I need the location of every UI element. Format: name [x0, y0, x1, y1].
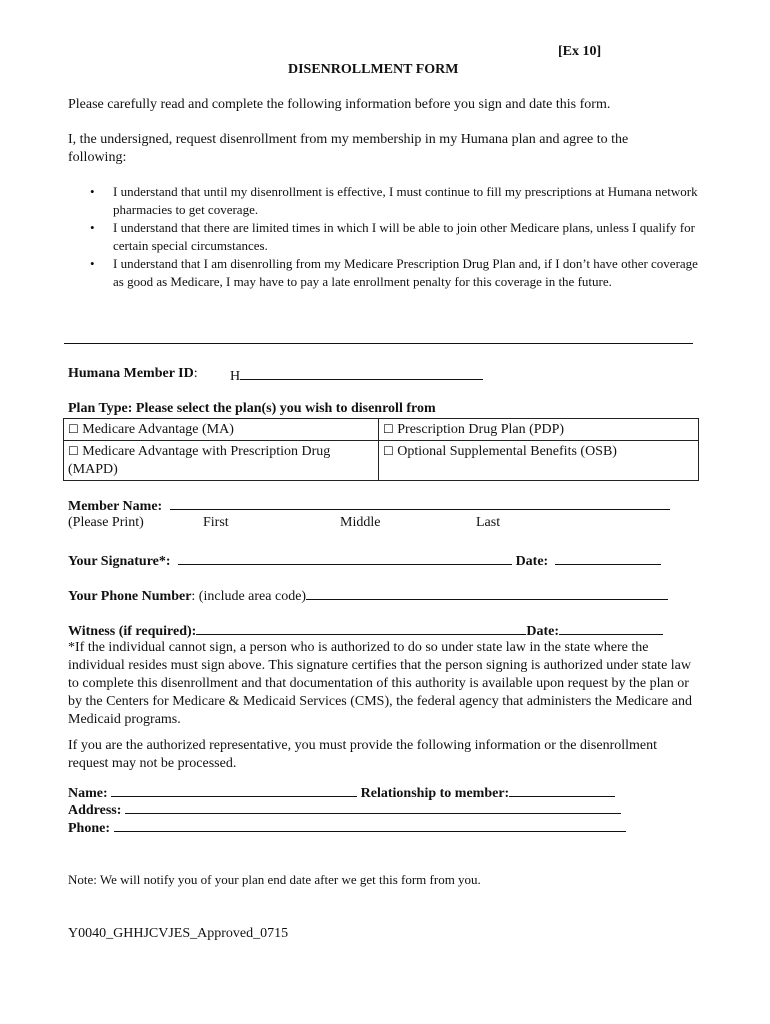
plan-option-mapd[interactable]	[64, 441, 379, 481]
rep-phone-field[interactable]	[114, 818, 626, 832]
signature-footnote: *If the individual cannot sign, a person who is authorized to do so under state law in the state where the individual resides must sign above. This signature certifies that the person signing is authorized under state law to complete this disenrollment and that documentation of this authority is available upon request by the plan or by the Centers for Medicare & Medicaid Services (CMS), the federal agency that administers the Medicare and Medicaid programs.	[68, 640, 692, 727]
member-name-field[interactable]	[170, 496, 670, 510]
rep-name-label: Name:	[68, 786, 108, 801]
member-name-row	[68, 496, 670, 515]
instruction-text: Please carefully read and complete the following information before you sign and date this form.	[68, 97, 611, 112]
form-code: Y0040_GHHJCVJES_Approved_0715	[68, 926, 289, 941]
rep-address-label: Address:	[68, 803, 122, 818]
agreement-list	[68, 183, 708, 291]
form-title: DISENROLLMENT FORM	[288, 62, 459, 77]
signature-date-label: Date:	[515, 554, 549, 569]
checkbox-icon[interactable]: ☐	[68, 422, 79, 436]
member-id-colon: :	[193, 366, 198, 381]
agreement-item: • I understand that I am disenrolling from my Medicare Prescription Drug Plan and, if I don’t have other coverage as good as Medicare, I may have to pay a late enrollment penalty for this coverage in the future.	[68, 255, 708, 291]
checkbox-icon[interactable]: ☐	[383, 444, 394, 458]
plan-option-ma[interactable]	[64, 419, 379, 441]
relationship-field[interactable]	[509, 783, 615, 797]
section-divider	[64, 343, 693, 344]
phone-row	[68, 586, 668, 605]
witness-label: Witness (if required):	[68, 624, 197, 639]
plan-option-pdp[interactable]	[379, 419, 699, 441]
rep-address-field[interactable]	[125, 800, 621, 814]
signature-label: Your Signature*:	[68, 554, 171, 569]
last-name-caption: Last	[476, 515, 501, 530]
member-id-label: Humana Member ID	[68, 366, 194, 381]
signature-row	[68, 551, 661, 570]
notification-note: Note: We will notify you of your plan end date after we get this form from you.	[68, 872, 481, 887]
plan-option-label: Medicare Advantage with Prescription Drug (MAPD)	[68, 444, 331, 477]
rep-phone-row	[68, 818, 626, 837]
member-id-field[interactable]	[230, 366, 483, 385]
plan-option-label: Medicare Advantage (MA)	[82, 422, 234, 437]
middle-name-caption: Middle	[340, 515, 381, 530]
exhibit-label: [Ex 10]	[558, 44, 602, 59]
phone-label: Your Phone Number	[68, 589, 192, 604]
witness-field[interactable]	[196, 621, 526, 635]
member-id-prefix: H	[230, 369, 241, 384]
agreement-item: • I understand that until my disenrollment is effective, I must continue to fill my prescriptions at Humana network pharmacies to get coverage.	[68, 183, 708, 219]
member-id-row	[68, 366, 198, 382]
plan-options-table	[63, 418, 699, 481]
plan-type-heading: Plan Type: Please select the plan(s) you wish to disenroll from	[68, 401, 436, 416]
plan-option-label: Prescription Drug Plan (PDP)	[397, 422, 565, 437]
checkbox-icon[interactable]: ☐	[383, 422, 394, 436]
rep-address-row	[68, 800, 621, 819]
rep-name-field[interactable]	[111, 783, 357, 797]
first-name-caption: First	[203, 515, 229, 530]
witness-date-field[interactable]	[559, 621, 663, 635]
member-name-label: Member Name:	[68, 499, 163, 514]
plan-option-label: Optional Supplemental Benefits (OSB)	[397, 444, 617, 459]
signature-date-field[interactable]	[555, 551, 661, 565]
phone-field[interactable]	[306, 586, 668, 600]
member-name-note: (Please Print)	[68, 515, 144, 530]
witness-row	[68, 621, 663, 640]
signature-field[interactable]	[178, 551, 512, 565]
relationship-label: Relationship to member:	[360, 786, 510, 801]
witness-date-label: Date:	[526, 624, 559, 639]
request-text: I, the undersigned, request disenrollment from my membership in my Humana plan and agree to the following:	[68, 132, 629, 165]
agreement-item: • I understand that there are limited times in which I will be able to join other Medicare plans, unless I qualify for certain special circumstances.	[68, 219, 708, 255]
plan-option-osb[interactable]	[379, 441, 699, 481]
checkbox-icon[interactable]: ☐	[68, 444, 79, 458]
representative-instruction: If you are the authorized representative, you must provide the following information or the disenrollment request may not be processed.	[68, 738, 657, 771]
phone-hint: : (include area code)	[191, 589, 307, 604]
rep-phone-label: Phone:	[68, 821, 110, 836]
